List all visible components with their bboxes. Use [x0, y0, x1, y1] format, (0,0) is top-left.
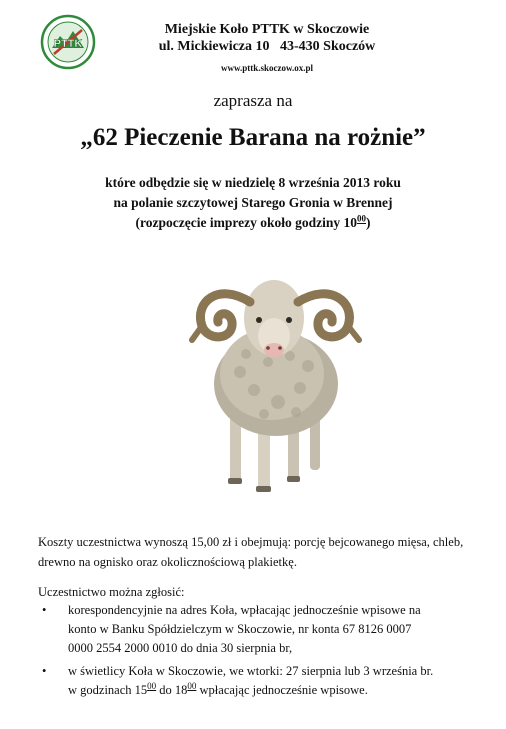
- invite-text: zaprasza na: [213, 91, 293, 110]
- logo-text: PTTK: [53, 38, 83, 50]
- signup-intro: Uczestnictwo można zgłosić:: [38, 585, 185, 599]
- ram-image: [188, 262, 363, 498]
- pttk-logo-icon: [40, 14, 96, 70]
- event-date: które odbędzie się w niedzielę 8 września 2013 roku: [105, 175, 401, 190]
- event-start-time: (rozpoczęcie imprezy około godziny $10^{00}$): [135, 213, 371, 230]
- org-line-1: Miejskie Koło PTTK w Skoczowie: [164, 22, 370, 37]
- costs-paragraph: Koszty uczestnictwa wynoszą 15,00 zł i obejmują: porcję bejcowanego mięsa, chleb, drewno na ognisko oraz okolicznościową plakietkę.: [38, 535, 464, 569]
- event-location: na polanie szczytowej Starego Gronia w Brennej: [113, 195, 393, 210]
- list-item: • korespondencyjnie na adres Koła, wpłacając jednocześnie wpisowe na konto w Banku Spółdzielczym w Skoczowie, nr konta 67 8126 0007 0000 2554 2000 0010 do dnia 30 sierpnia br,: [38, 601, 478, 658]
- organization-name: [112, 21, 422, 55]
- event-details: [0, 173, 506, 233]
- website-link[interactable]: www.pttk.skoczow.ox.pl: [220, 63, 313, 73]
- signup-options-list: [38, 601, 478, 704]
- event-title: „62 Pieczenie Barana na rożnie”: [80, 124, 426, 151]
- list-item: • w świetlicy Koła w Skoczowie, we wtorki: 27 sierpnia lub 3 września br. w godzinach $15^{00}$ do $18^{00}$ wpłacając jednocześnie wpisowe.: [38, 662, 478, 700]
- org-address: ul. Mickiewicza 10 43-430 Skoczów: [158, 39, 376, 54]
